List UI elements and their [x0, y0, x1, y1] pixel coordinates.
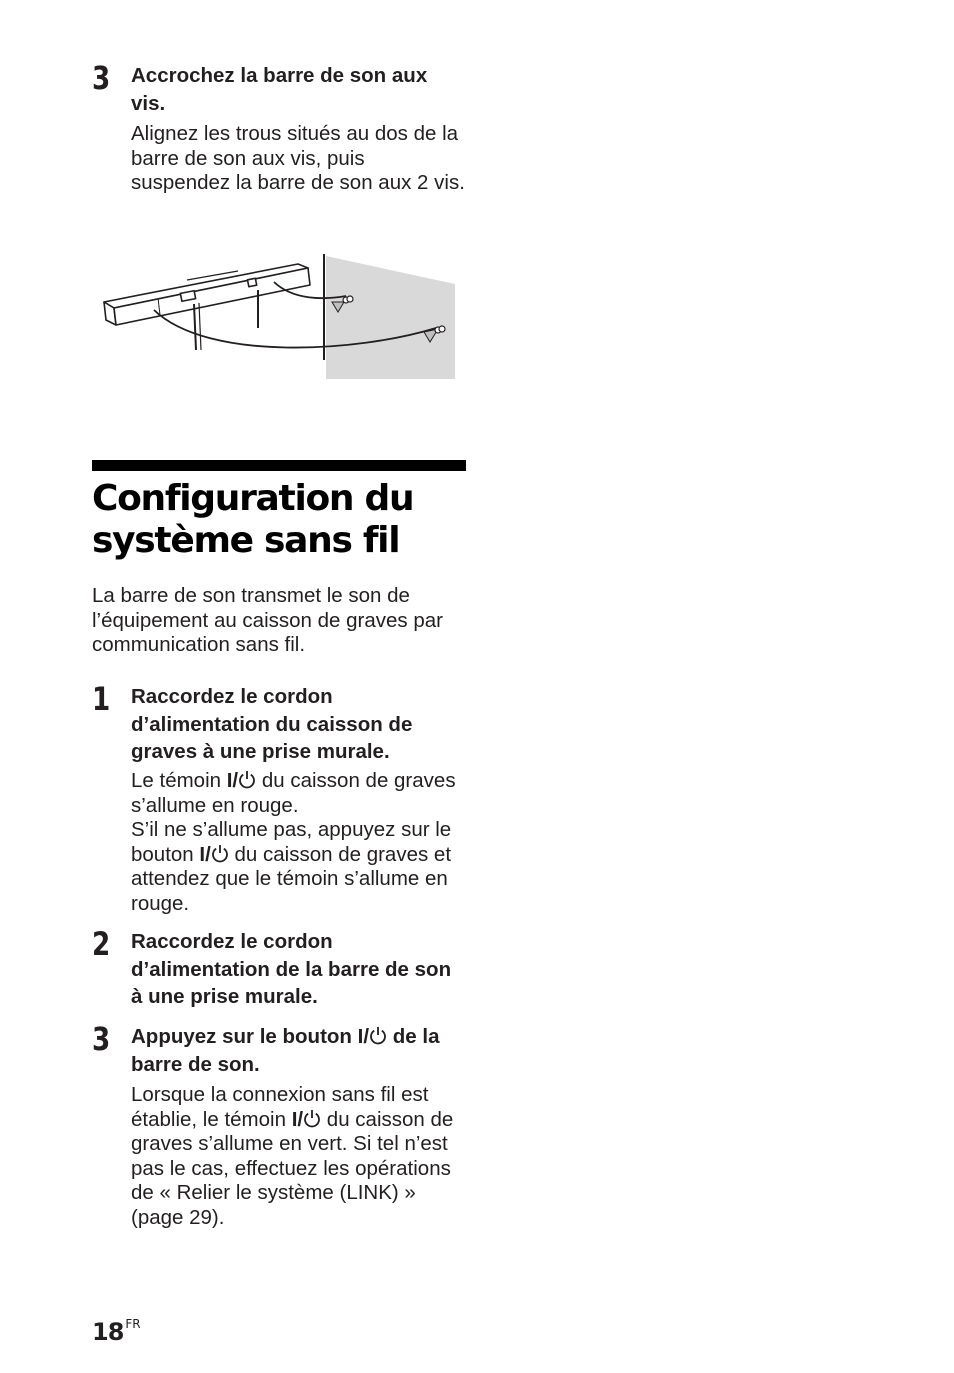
section-title-line1: Configuration du — [92, 478, 414, 519]
step-press-power — [92, 1020, 467, 1233]
power-symbol: I/ — [199, 843, 228, 866]
wall — [326, 256, 455, 379]
section-rule — [92, 460, 466, 471]
step-number: 1 — [92, 680, 111, 718]
standby-icon — [238, 770, 256, 789]
step-title: Raccordez le cordon d’alimentation du caisson de graves à une prise murale. — [131, 685, 413, 763]
step-body: Lorsque la connexion sans fil est établie, le témoin I/ du caisson de graves s’allume en vert. Si tel n’est pas le cas, effectuez les opérations de « Relier le système (LINK) » (page 29). — [131, 1083, 454, 1229]
step-number: 3 — [92, 1020, 111, 1058]
step-hang-soundbar — [92, 59, 467, 222]
step-body: Le témoin I/ du caisson de graves s’allume en rouge. S’il ne s’allume pas, appuyez sur le bouton I/ du caisson de graves et attendez que le témoin s’allume en rouge. — [131, 769, 456, 915]
soundbar — [104, 264, 310, 325]
standby-icon — [369, 1026, 387, 1045]
step-body: Alignez les trous situés au dos de la barre de son aux vis, puis suspendez la barre de son aux 2 vis. — [131, 122, 465, 194]
step-title: Appuyez sur le bouton I/ de la barre de son. — [131, 1025, 440, 1076]
page-language: FR — [125, 1317, 141, 1331]
standby-icon — [303, 1109, 321, 1128]
standby-icon — [211, 844, 229, 863]
step-number: 2 — [92, 925, 111, 963]
section-title-line2: système sans fil — [92, 520, 400, 561]
soundbar-wall-mount-illustration — [98, 252, 458, 382]
step-soundbar-power — [92, 925, 467, 1013]
power-symbol: I/ — [358, 1025, 387, 1048]
step-number: 3 — [92, 59, 111, 97]
power-symbol: I/ — [292, 1108, 321, 1131]
section-title — [92, 478, 472, 562]
power-symbol: I/ — [227, 769, 256, 792]
page-number: 18 $^{FR}$ — [92, 1317, 141, 1346]
section-intro: La barre de son transmet le son de l’équipement au caisson de graves par communication sans fil. — [92, 584, 443, 656]
step-title: Raccordez le cordon d’alimentation de la barre de son à une prise murale. — [131, 930, 452, 1008]
step-subwoofer-power — [92, 680, 467, 923]
step-title: Accrochez la barre de son aux vis. — [131, 64, 428, 115]
